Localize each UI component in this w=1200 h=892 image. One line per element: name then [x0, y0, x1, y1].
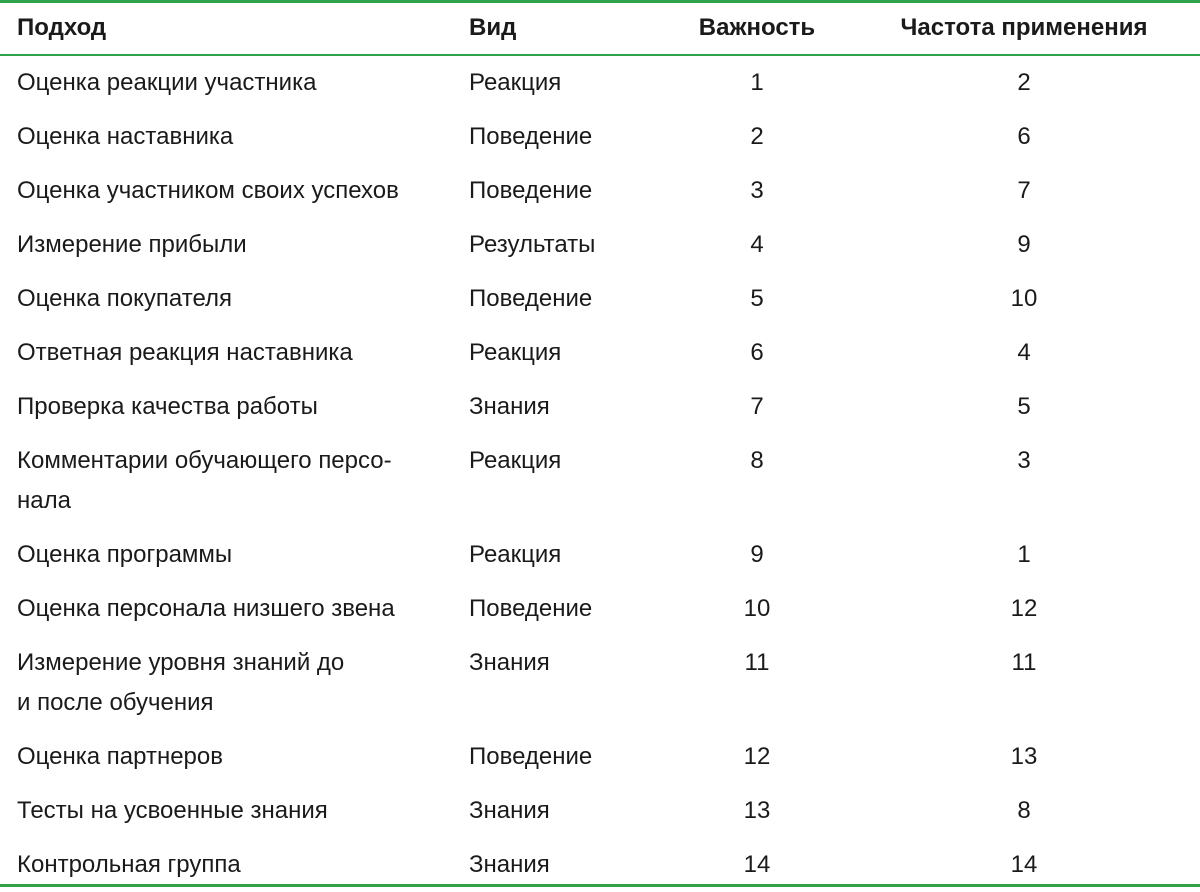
- cell-type: Реакция: [469, 447, 562, 474]
- cell-approach-line: Ответная реакция наставника: [17, 339, 353, 366]
- table-row: [0, 434, 1200, 528]
- cell-type: Поведение: [469, 177, 593, 204]
- cell-frequency: 4: [1017, 339, 1031, 366]
- cell-approach-line: Оценка участником своих успехов: [17, 177, 399, 204]
- cell-frequency: 12: [1010, 595, 1038, 622]
- table-row: [0, 582, 1200, 636]
- cell-approach-line: нала: [17, 487, 71, 514]
- table-row: [0, 636, 1200, 730]
- cell-frequency: 7: [1017, 177, 1031, 204]
- cell-approach: [0, 54, 452, 110]
- table-row: [0, 218, 1200, 272]
- table-row: [0, 380, 1200, 434]
- cell-importance: 9: [750, 541, 764, 568]
- cell-importance: 13: [743, 797, 771, 824]
- cell-frequency: 14: [1010, 851, 1038, 878]
- table-body: [0, 54, 1200, 892]
- cell-type: Знания: [469, 649, 550, 676]
- cell-importance: 14: [743, 851, 771, 878]
- cell-frequency: 9: [1017, 231, 1031, 258]
- cell-approach-line: Оценка наставника: [17, 123, 234, 150]
- cell-importance: 12: [743, 743, 771, 770]
- cell-approach: [0, 380, 452, 434]
- cell-type: Поведение: [469, 595, 593, 622]
- cell-importance: 6: [750, 339, 764, 366]
- cell-approach-line: Оценка покупателя: [17, 285, 232, 312]
- column-header-type: Вид: [469, 14, 517, 41]
- table-row: [0, 730, 1200, 784]
- cell-approach: [0, 326, 452, 380]
- cell-approach: [0, 838, 452, 892]
- column-header-frequency: Частота применения: [900, 14, 1148, 41]
- cell-type: Поведение: [469, 743, 593, 770]
- cell-frequency: 8: [1017, 797, 1031, 824]
- table-row: [0, 528, 1200, 582]
- cell-importance: 1: [750, 69, 764, 96]
- cell-importance: 3: [750, 177, 764, 204]
- table-row: [0, 784, 1200, 838]
- cell-approach: [0, 164, 452, 218]
- cell-type: Результаты: [469, 231, 596, 258]
- cell-approach-line: Оценка реакции участника: [17, 69, 317, 96]
- cell-approach: [0, 272, 452, 326]
- cell-approach-line: Контрольная группа: [17, 851, 241, 878]
- cell-type: Знания: [469, 393, 550, 420]
- cell-type: Поведение: [469, 285, 593, 312]
- cell-approach-line: Комментарии обучающего персо-: [17, 447, 392, 474]
- table-row: [0, 838, 1200, 892]
- cell-approach: [0, 784, 452, 838]
- cell-approach: [0, 528, 452, 582]
- cell-approach-line: Тесты на усвоенные знания: [17, 797, 328, 824]
- cell-approach-line: и после обучения: [17, 689, 214, 716]
- cell-approach-line: Проверка качества работы: [17, 393, 318, 420]
- cell-frequency: 3: [1017, 447, 1031, 474]
- cell-type: Реакция: [469, 541, 562, 568]
- cell-importance: 8: [750, 447, 764, 474]
- table-row: [0, 164, 1200, 218]
- table-row: [0, 326, 1200, 380]
- cell-importance: 7: [750, 393, 764, 420]
- cell-approach: [0, 110, 452, 164]
- table-row: [0, 110, 1200, 164]
- cell-frequency: 11: [1011, 649, 1037, 676]
- cell-approach: [0, 434, 452, 528]
- cell-approach: [0, 218, 452, 272]
- column-header-importance: Важность: [698, 14, 816, 41]
- column-header-approach: Подход: [17, 14, 107, 41]
- cell-type: Поведение: [469, 123, 593, 150]
- cell-approach-line: Измерение прибыли: [17, 231, 247, 258]
- cell-approach: [0, 730, 452, 784]
- cell-frequency: 2: [1017, 69, 1031, 96]
- cell-importance: 2: [750, 123, 764, 150]
- cell-frequency: 5: [1017, 393, 1031, 420]
- table-row: [0, 272, 1200, 326]
- cell-approach: [0, 636, 452, 730]
- cell-frequency: 10: [1010, 285, 1038, 312]
- cell-approach-line: Оценка персонала низшего звена: [17, 595, 395, 622]
- cell-type: Знания: [469, 797, 550, 824]
- cell-approach-line: Измерение уровня знаний до: [17, 649, 345, 676]
- cell-frequency: 6: [1017, 123, 1031, 150]
- cell-importance: 11: [744, 649, 770, 676]
- cell-type: Знания: [469, 851, 550, 878]
- cell-type: Реакция: [469, 69, 562, 96]
- cell-approach: [0, 582, 452, 636]
- table-row: [0, 54, 1200, 110]
- cell-frequency: 13: [1010, 743, 1038, 770]
- cell-approach-line: Оценка партнеров: [17, 743, 223, 770]
- cell-type: Реакция: [469, 339, 562, 366]
- cell-frequency: 1: [1017, 541, 1031, 568]
- cell-importance: 4: [750, 231, 764, 258]
- table-header-row: [0, 0, 1200, 54]
- cell-importance: 5: [750, 285, 764, 312]
- cell-importance: 10: [743, 595, 771, 622]
- cell-approach-line: Оценка программы: [17, 541, 233, 568]
